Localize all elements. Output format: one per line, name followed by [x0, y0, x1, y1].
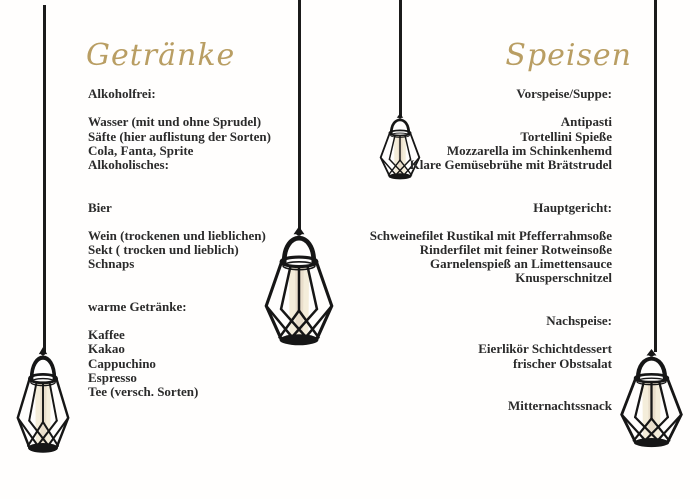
menu-line: warme Getränke:: [88, 298, 187, 314]
menu-line: Tortellini Spieße: [520, 128, 612, 144]
menu-line: [312, 215, 612, 229]
menu-line: [312, 186, 612, 200]
menu-line: Vorspeise/Suppe:: [516, 86, 612, 101]
menu-line: Klare Gemüsebrühe mit Brätstrudel: [409, 156, 612, 172]
menu-line: Kakao: [88, 341, 125, 357]
lantern-cord-line: [43, 5, 46, 352]
menu-line: [312, 172, 612, 186]
menu-line: Espresso: [88, 369, 137, 385]
menu-line: Säfte (hier auflistung der Sorten): [88, 128, 271, 144]
menu-line: Mitternachtssnack: [508, 398, 612, 414]
menu-line: Tee (versch. Sorten): [88, 383, 199, 399]
menu-line: [312, 328, 612, 342]
lantern-icon: [616, 347, 687, 451]
menu-line: Sekt ( trocken und lieblich): [88, 242, 239, 258]
menu-line: Antipasti: [560, 114, 612, 130]
food-column: [312, 87, 612, 413]
menu-line: Cappuchino: [88, 355, 156, 371]
menu-line: Nachspeise:: [546, 313, 612, 328]
menu-line: Alkoholfrei:: [88, 86, 156, 101]
menu-line: [312, 300, 612, 314]
menu-line: [312, 286, 612, 300]
drinks-title: Getränke: [86, 38, 236, 73]
menu-line: Mozzarella im Schinkenhemd: [446, 142, 612, 158]
menu-line: Knusperschnitzel: [515, 270, 612, 286]
menu-line: Kaffee: [88, 327, 125, 343]
menu-line: Schweinefilet Rustikal mit Pfefferrahmsoße: [369, 227, 612, 243]
menu-line: Rinderfilet mit feiner Rotweinsoße: [419, 242, 612, 258]
food-title: Speisen: [505, 38, 632, 73]
menu-line: Garnelenspieß an Limettensauce: [430, 256, 612, 272]
menu-line: Wasser (mit und ohne Sprudel): [88, 114, 262, 130]
menu-line: [312, 101, 612, 115]
lantern-cord-line: [654, 0, 657, 352]
menu-line: [312, 385, 612, 399]
lantern-icon: [13, 345, 73, 457]
menu-line: Eierlikör Schichtdessert: [478, 341, 612, 357]
menu-line: Wein (trockenen und lieblichen): [88, 227, 266, 243]
menu-line: Hauptgericht:: [533, 199, 612, 215]
menu-line: Bier: [88, 199, 112, 215]
menu-line: [312, 371, 612, 385]
menu-line: Schnaps: [88, 256, 135, 272]
menu-line: Cola, Fanta, Sprite: [88, 142, 194, 158]
menu-line: frischer Obstsalat: [512, 355, 612, 371]
menu-line: Alkoholisches:: [88, 156, 169, 172]
